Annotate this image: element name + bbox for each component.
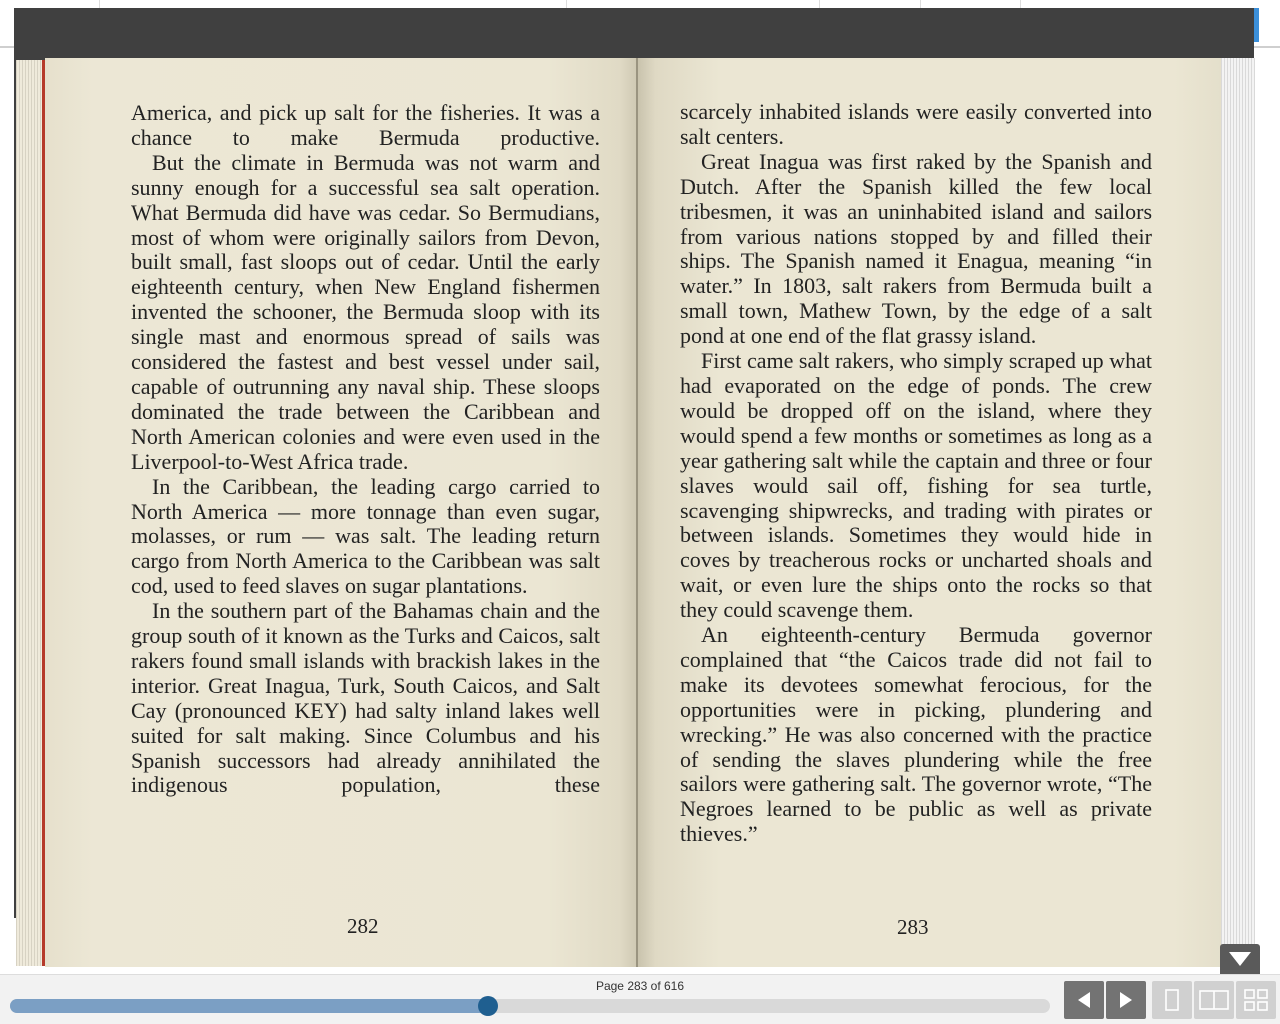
left-page-text	[131, 101, 600, 798]
two-page-view-icon	[1199, 990, 1229, 1010]
previous-page-button[interactable]	[1064, 981, 1104, 1019]
paragraph: In the southern part of the Bahamas chain and the group south of it known as the Turks and Caicos, salt rakers found small islands with brackish lakes in the interior. Great Inagua, Turk, South Caicos, and Salt Cay (pronounced KEY) had salty inland lakes well suited for salt making. Since Columbus and his Spanish successors had already annihilated the indigenous population, these	[131, 598, 600, 798]
slider-track[interactable]	[10, 999, 1050, 1013]
next-page-icon	[1118, 991, 1134, 1009]
right-page-number: 283	[897, 915, 929, 939]
left-page[interactable]	[45, 58, 637, 967]
paragraph: In the Caribbean, the leading cargo carried to North America — more tonnage than even sugar, molasses, or rum — was salt. The leading return cargo from North America to the Caribbean was salt cod, used to feed slaves on sugar plantations.	[131, 473, 600, 599]
right-page[interactable]	[638, 58, 1221, 967]
paragraph: But the climate in Bermuda was not warm and sunny enough for a successful sea salt operation. What Bermuda did have was cedar. So Bermudians, most of whom were originally sailors from Devon, built small, fast sloops out of cedar. Until the early eighteenth century, when New England fishermen invented the schooner, the Bermuda sloop with its single mast and enormous spread of sails was considered the fastest and best vessel under sail, capable of outrunning any naval ship. These sloops dominated the trade between the Caribbean and North American colonies and were even used in the Liverpool-to-West Africa trade.	[131, 149, 600, 474]
one-page-view-button[interactable]	[1152, 981, 1192, 1019]
page-slider[interactable]	[10, 999, 1050, 1013]
bottom-navbar	[0, 974, 1280, 1024]
left-page-number: 282	[347, 914, 379, 938]
paragraph: scarcely inhabited islands were easily converted into salt centers.	[680, 99, 1152, 149]
paragraph: Great Inagua was first raked by the Spanish and Dutch. After the Spanish killed the few local tribesmen, it was an uninhabited island and sailors from various nations stopped by and filled their ships. The Spanish named it Enagua, meaning “in water.” In 1803, salt rakers from Bermuda built a small town, Mathew Town, by the edge of a salt pond at one end of the flat grassy island.	[680, 148, 1152, 349]
chevron-down-icon	[1228, 950, 1252, 968]
paragraph: An eighteenth-century Bermuda governor complained that “the Caicos trade did not fail to make its devotees somewhat ferocious, for the opportunities were in picking, plundering and wrecking.” He was also concerned with the practice of sending the slaves plundering while the free sailors were gathering salt. The governor wrote, “The Negroes learned to be public as well as private thieves.”	[680, 622, 1152, 847]
two-page-view-button[interactable]	[1194, 981, 1234, 1019]
slider-handle[interactable]	[478, 996, 498, 1016]
previous-page-icon	[1076, 991, 1092, 1009]
thumbnail-view-icon	[1244, 989, 1268, 1011]
thumbnail-view-button[interactable]	[1236, 981, 1276, 1019]
page-indicator: Page 283 of 616	[595, 979, 685, 993]
right-page-text	[680, 100, 1152, 847]
toggle-navbar-button[interactable]	[1220, 944, 1260, 974]
paragraph: First came salt rakers, who simply scraped up what had evaporated on the edge of ponds. The crew would be dropped off on the island, where they would spend a few months or sometimes as long as a year gathering salt while the captain and three or four slaves would sail off, fishing for sea turtle, scavenging shipwrecks, and trading with pirates or between islands. Sometimes they would hide in coves by treacherous rocks or uncharted shoals and wait, or even lure the ships onto the rocks so that they could scavenge them.	[680, 348, 1152, 623]
left-page-edges[interactable]	[16, 60, 44, 966]
right-page-edges[interactable]	[1221, 58, 1255, 968]
slider-fill	[10, 999, 488, 1013]
next-page-button[interactable]	[1106, 981, 1146, 1019]
one-page-view-icon	[1165, 989, 1179, 1011]
paragraph: America, and pick up salt for the fisheries. It was a chance to make Bermuda productive.	[131, 100, 600, 150]
